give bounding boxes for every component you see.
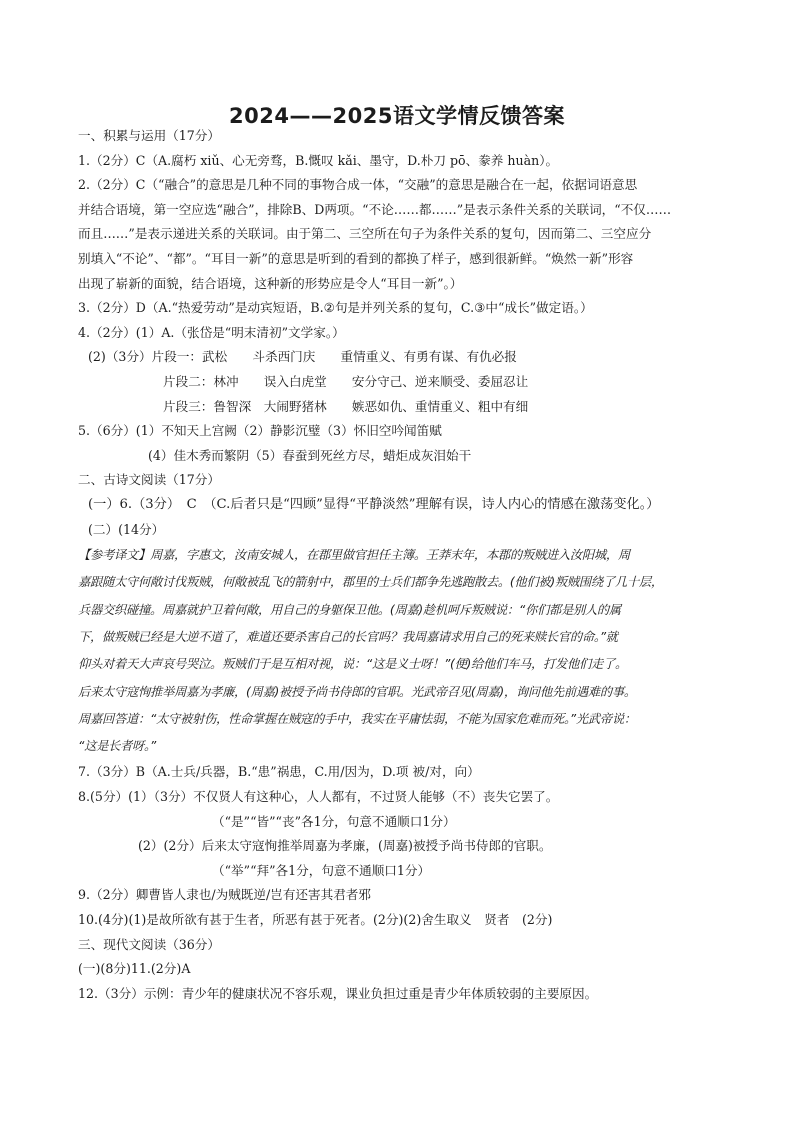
text-line: 8.(5分）(1）（3分）不仅贤人有这种心，人人都有，不过贤人能够（不）丧失它罢了。 [78, 789, 559, 805]
text-line: (二）(14分） [88, 521, 165, 537]
answer-body [78, 124, 718, 1006]
text-line: 而且……”是表示递进关系的关联词。由于第二、三空所在句子为条件关系的复句，因而第二、三空应分 [78, 226, 652, 242]
text-line: 仰头对着天大声哀号哭泣。叛贼们于是互相对视，说：“这是义士呀！”(便)给他们车马，打发他们走了。 [78, 657, 628, 672]
text-line: 三、现代文阅读（36分） [78, 936, 220, 952]
text-line: (2）(2分）后来太守寇恂推举周嘉为孝廉，(周嘉)被授予尚书侍郎的官职。 [138, 838, 552, 854]
text-line: (4）佳木秀而繁阴（5）春蚕到死丝方尽，蜡炬成灰泪始干 [148, 447, 472, 463]
page-title: 2024——2025语文学情反馈答案 [229, 104, 565, 128]
text-line: 1.（2分）C（A.腐朽 xiǔ、心无旁骛，B.慨叹 kǎi、墨守，D.朴刀 pō、豢养 huàn）。 [78, 152, 559, 168]
text-line: 5.（6分）(1）不知天上宫阙（2）静影沉璧（3）怀旧空吟闻笛赋 [78, 423, 442, 439]
text-line: 别填入“不论”、“都”。“耳目一新”的意思是听到的看到的都换了样子，感到很新鲜。“焕然一新”形容 [78, 250, 634, 266]
text-line: 9.（2分）卿曹皆人隶也/为贼既逆/岂有还害其君者邪 [78, 887, 371, 903]
text-line: 10.(4分)(1)是故所欲有甚于生者，所恶有甚于死者。(2分)(2)舍生取义 贤者 (2分) [78, 912, 553, 928]
text-line: (一)(8分)11.(2分)A [78, 961, 191, 977]
text-line: “这是长者呀。” [78, 739, 156, 754]
text-line: （“是”“皆”“丧”各1分，句意不通顺口1分） [212, 813, 456, 829]
text-line: 嘉跟随太守何敞讨伐叛贼，何敞被乱飞的箭射中，郡里的士兵们都争先逃跑散去。(他们被)叛贼围绕了几十层， [78, 575, 663, 590]
text-line: 并结合语境，第一空应选“融合”，排除B、D两项。“不论……都……”是表示条件关系的关联词，“不仅…… [78, 201, 672, 217]
text-line: 下，做叛贼已经是大逆不道了，难道还要杀害自己的长官吗？我周嘉请求用自己的死来赎长官的命。”就 [78, 629, 618, 644]
text-line: 3.（2分）D（A.“热爱劳动”是动宾短语，B.②句是并列关系的复句，C.③中“成长”做定语。） [78, 300, 593, 316]
text-line: 4.（2分）(1）A.（张岱是“明末清初”文学家。） [78, 324, 345, 340]
text-line: 一、积累与运用（17分） [78, 128, 220, 143]
text-line: 片段三：鲁智深 大闹野猪林 嫉恶如仇、重情重义、粗中有细 [163, 398, 529, 414]
text-line: 周嘉回答道：“太守被射伤，性命掌握在贼寇的手中，我实在平庸怯弱，不能为国家危难而死。”光武帝说： [78, 711, 636, 726]
text-line: 后来太守寇恂推举周嘉为孝廉，(周嘉)被授予尚书侍郎的官职。光武帝召见(周嘉)，询问他先前遇难的事。 [78, 684, 636, 699]
text-line: 片段二：林冲 误入白虎堂 安分守己、逆来顺受、委屈忍让 [163, 373, 529, 389]
text-line: 7.（3分）B（A.士兵/兵器，B.“患”祸患，C.用/因为，D.项 被/对，向） [78, 764, 480, 780]
text-line: 出现了崭新的面貌，结合语境，这种新的形势应是令人“耳目一新”。） [78, 275, 463, 291]
text-line: (一）6.（3分） C （C.后者只是“四顾”显得“平静淡然”理解有误，诗人内心的情感在激荡变化。） [88, 496, 660, 512]
text-line: 二、古诗文阅读（17分） [78, 472, 220, 488]
text-line: 2.（2分）C（“融合”的意思是几种不同的事物合成一体，“交融”的意思是融合在一起，依据词语意思 [78, 177, 638, 193]
text-line: (2)（3分）片段一：武松 斗杀西门庆 重情重义、有勇有谋、有仇必报 [88, 349, 517, 365]
text-line: （“举”“拜”各1分，句意不通顺口1分） [212, 862, 431, 878]
text-line: 12.（3分）示例：青少年的健康状况不容乐观，课业负担过重是青少年体质较弱的主要原因。 [78, 985, 598, 1001]
text-line: 【参考译文】周嘉，字惠文，汝南安城人，在郡里做官担任主簿。王莽末年，本郡的叛贼进入汝阳城，周 [78, 548, 630, 563]
text-line: 兵器交织碰撞。周嘉就护卫着何敞，用自己的身躯保卫他。(周嘉)趁机呵斥叛贼说：“你们都是别人的属 [78, 602, 621, 617]
